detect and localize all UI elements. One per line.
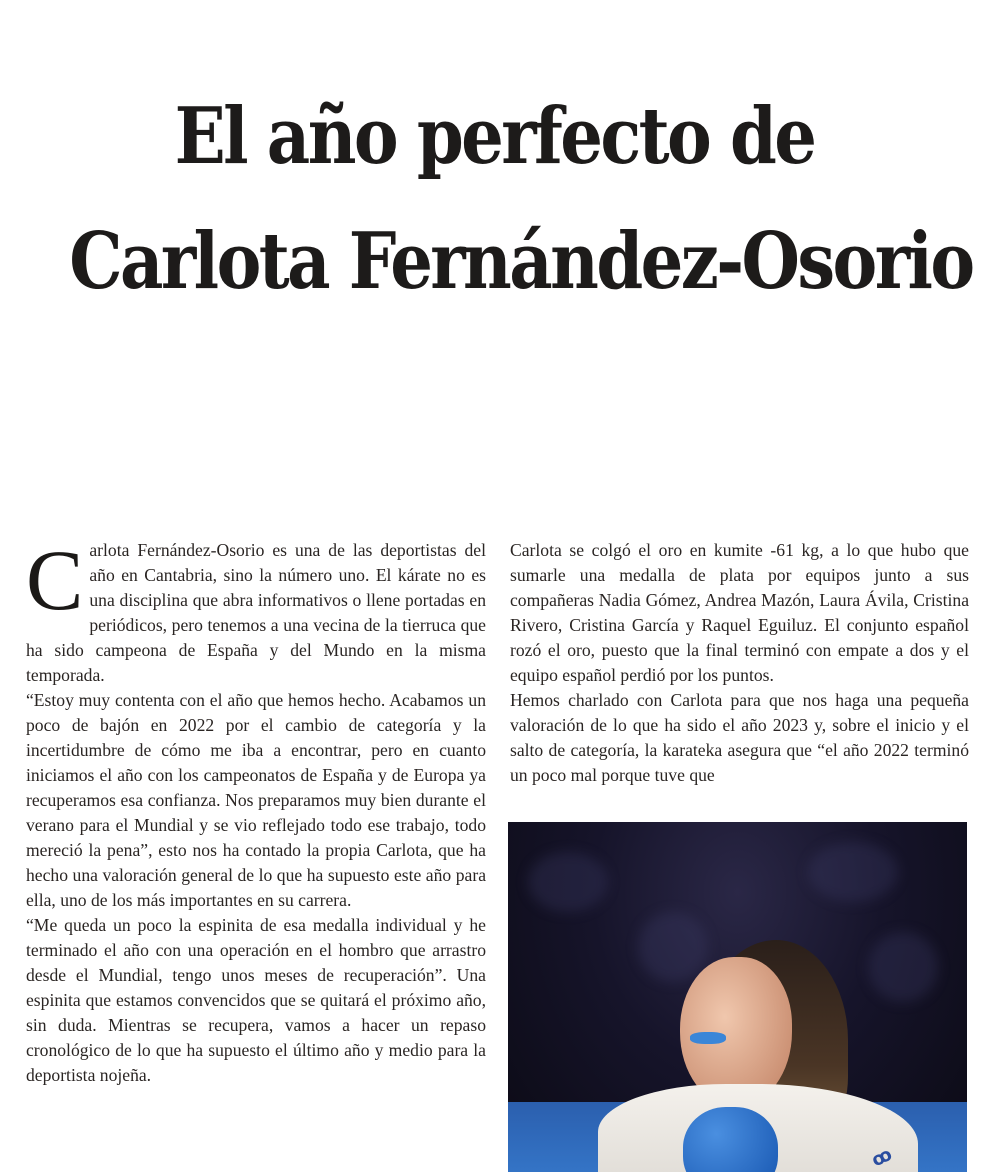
bokeh-light (528, 852, 608, 912)
article-photo (508, 822, 967, 1172)
paragraph: “Me queda un poco la espinita de esa medalla individual y he terminado el año con una operación en el hombro que arrastro desde el Mundial, tengo unos meses de recuperación”. Una espinita que estamos convencidos que se quitará el próximo año, sin duda. Mientras se recupera, vamos a hacer un repaso cronológico de lo que ha supuesto el último año y medio para la deportista nojeña. (26, 915, 486, 1085)
headline-line-2: Carlota Fernández-Osorio (69, 216, 973, 308)
drop-cap: C (26, 532, 84, 628)
paragraph: arlota Fernández-Osorio es una de las deportistas del año en Cantabria, sino la número uno. El kárate no es una disciplina que abra informativos o llene portadas en periódicos, pero tenemos a una vecina de la tierruca que ha sido campeona de España y del Mundo en la misma temporada. (26, 540, 486, 685)
paragraph: Hemos charlado con Carlota para que nos haga una pequeña valoración de lo que ha sido el año 2023 y, sobre el inicio y el salto de categoría, la karateka asegura que “el año 2022 terminó un poco mal porque tuve que (510, 690, 969, 785)
paragraph: Carlota se colgó el oro en kumite -61 kg, a lo que hubo que sumarle una medalla de plata por equipos junto a sus compañeras Nadia Gómez, Andrea Mazón, Laura Ávila, Cristina Rivero, Cristina García y Raquel Eguiluz. El conjunto español rozó el oro, puesto que la final terminó con empate a dos y el equipo español perdió por los puntos. (510, 540, 969, 685)
article-column-right (510, 538, 969, 788)
bokeh-light (638, 912, 708, 982)
bokeh-light (808, 842, 898, 902)
bokeh-light (868, 932, 938, 1002)
headline-line-1: El año perfecto de (174, 91, 815, 183)
blue-glove-icon (683, 1107, 778, 1172)
mouthguard (690, 1032, 726, 1044)
paragraph: “Estoy muy contenta con el año que hemos hecho. Acabamos un poco de bajón en 2022 por el cambio de categoría y la incertidumbre de cómo me iba a encontrar, pero en cuanto iniciamos el año con los campeonatos de España y de Europa ya recuperamos esa confianza. Nos preparamos muy bien durante el verano para el Mundial y se vio reflejado todo ese trabajo, todo mereció la pena”, esto nos ha contado la propia Carlota, que ha hecho una valoración general de lo que ha supuesto este año para ella, uno de los más importantes en su carrera. (26, 690, 486, 910)
gi-logo-icon: ꝏ (868, 1143, 896, 1172)
article-column-left (26, 532, 486, 1088)
